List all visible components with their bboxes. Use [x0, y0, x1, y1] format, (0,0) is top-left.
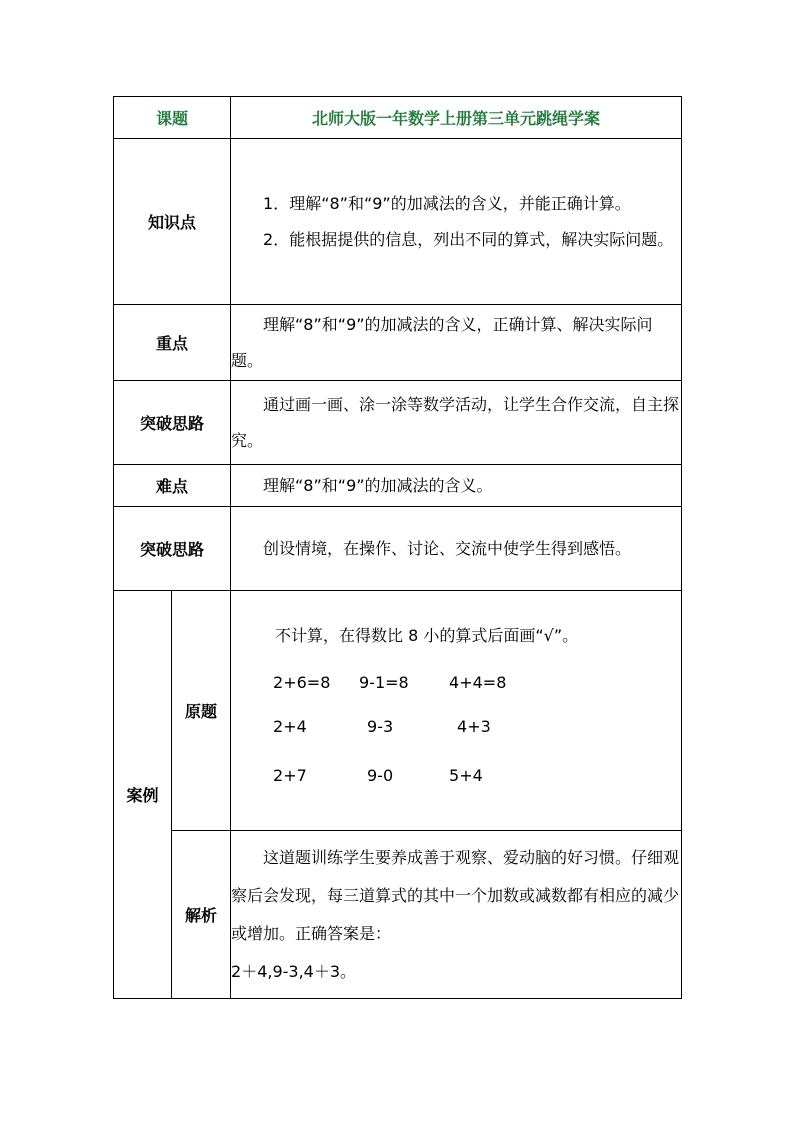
original-label: 原题	[172, 591, 231, 831]
expr-2-3: 4+3	[457, 716, 491, 736]
question-row-3	[239, 749, 673, 803]
knowledge-row	[114, 139, 682, 305]
expr-2-1: 2+4	[273, 716, 307, 736]
difficulty-row	[114, 465, 682, 507]
topic-label: 课题	[114, 97, 231, 139]
lesson-title: 北师大版一年数学上册第三单元跳绳学案	[231, 97, 682, 139]
knowledge-content	[231, 139, 682, 305]
question-row-1	[239, 661, 673, 705]
question-row-2	[239, 705, 673, 749]
case-original-row	[114, 591, 682, 831]
approach1-label: 突破思路	[114, 381, 231, 465]
analysis-text: 这道题训练学生要养成善于观察、爱动脑的好习惯。仔细观察后会发现，每三道算式的其中一个加数或减数都有相应的减少或增加。正确答案是：	[231, 847, 680, 943]
difficulty-text: 理解“8”和“9”的加减法的含义。	[263, 475, 493, 495]
approach1-content	[231, 381, 682, 465]
knowledge-item-2: 2．能根据提供的信息，列出不同的算式，解决实际问题。	[263, 229, 674, 249]
analysis-answer: 2＋4,9-3,4＋3。	[231, 961, 357, 981]
expr-1-1: 2+6=8	[273, 672, 331, 692]
approach1-text: 通过画一画、涂一涂等数学活动，让学生合作交流，自主探究。	[231, 394, 680, 450]
analysis-label: 解析	[172, 831, 231, 999]
difficulty-label: 难点	[114, 465, 231, 507]
key-point-text: 理解“8”和“9”的加减法的含义，正确计算、解决实际问题。	[231, 314, 653, 370]
expr-1-2: 9-1=8	[359, 672, 409, 692]
analysis-content	[231, 831, 682, 999]
approach2-row	[114, 507, 682, 591]
key-point-row	[114, 305, 682, 381]
case-label: 案例	[114, 591, 172, 999]
expr-2-2: 9-3	[367, 716, 394, 736]
key-point-content	[231, 305, 682, 381]
question-intro: 不计算，在得数比 8 小的算式后面画“√”。	[275, 625, 579, 645]
lesson-plan-table	[113, 96, 682, 999]
approach2-content	[231, 507, 682, 591]
title-row	[114, 97, 682, 139]
knowledge-label: 知识点	[114, 139, 231, 305]
original-content	[231, 591, 682, 831]
knowledge-item-1: 1．理解“8”和“9”的加减法的含义，并能正确计算。	[263, 193, 631, 213]
expr-3-1: 2+7	[273, 765, 307, 785]
difficulty-content	[231, 465, 682, 507]
expr-3-3: 5+4	[449, 765, 483, 785]
case-analysis-row	[114, 831, 682, 999]
expr-1-3: 4+4=8	[449, 672, 507, 692]
approach1-row	[114, 381, 682, 465]
approach2-text: 创设情境，在操作、讨论、交流中使学生得到感悟。	[263, 538, 632, 558]
key-point-label: 重点	[114, 305, 231, 381]
expr-3-2: 9-0	[367, 765, 394, 785]
approach2-label: 突破思路	[114, 507, 231, 591]
